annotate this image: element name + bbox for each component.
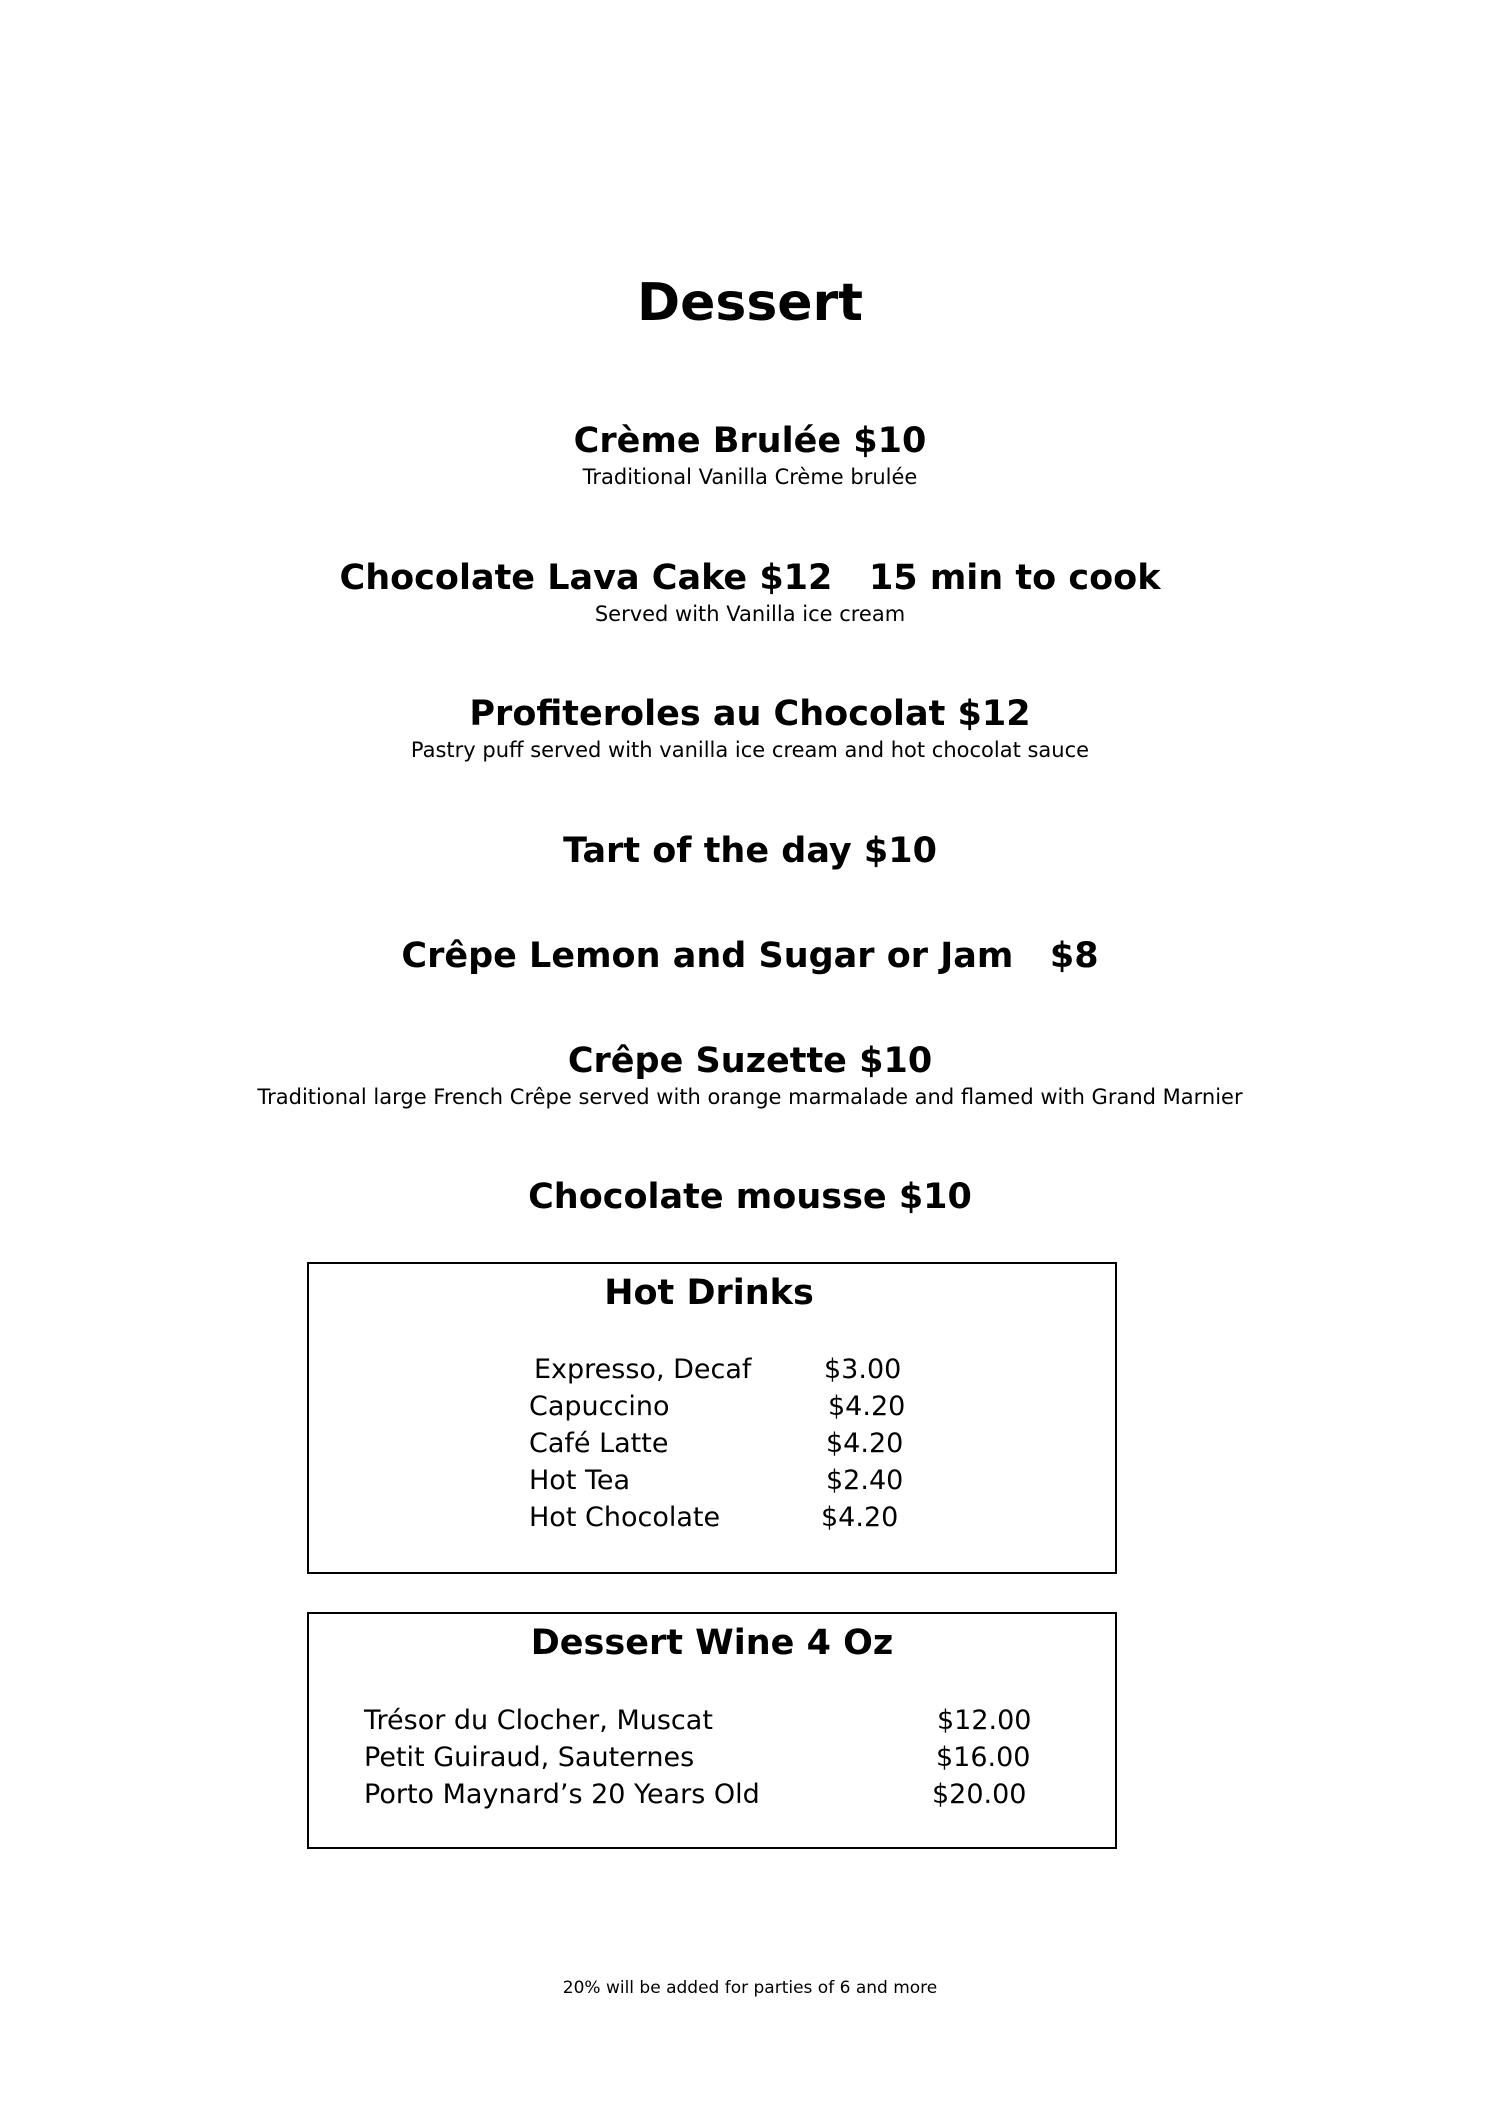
dessert-item (0, 935, 1500, 977)
dessert-name: Crêpe Suzette $10 (567, 1041, 933, 1081)
dessert-name: Chocolate Lava Cake $12 15 min to cook (339, 558, 1161, 598)
dessert-item (0, 557, 1500, 628)
dessert-description: Pastry puff served with vanilla ice cream and hot chocolat sauce (410, 738, 1090, 762)
dessert-description: Served with Vanilla ice cream (594, 602, 906, 626)
footer-note: 20% will be added for parties of 6 and more (562, 1978, 938, 1998)
dessert-wine-name: Porto Maynard’s 20 Years Old (364, 1779, 760, 1810)
hot-drink-name: Expresso, Decaf (534, 1354, 752, 1385)
dessert-item (0, 1040, 1500, 1111)
dessert-name: Crème Brulée $10 (573, 421, 927, 461)
hot-drink-price: $2.40 (826, 1465, 904, 1496)
page-title: Dessert (636, 273, 864, 333)
dessert-wine-name: Petit Guiraud, Sauternes (364, 1742, 695, 1773)
hot-drink-price: $4.20 (821, 1502, 899, 1533)
dessert-name: Crêpe Lemon and Sugar or Jam $8 (401, 936, 1099, 976)
dessert-item (0, 693, 1500, 764)
dessert-description: Traditional Vanilla Crème brulée (582, 465, 918, 489)
hot-drink-name: Hot Tea (529, 1465, 631, 1496)
hot-drink-price: $3.00 (824, 1354, 902, 1385)
dessert-description: Traditional large French Crêpe served with orange marmalade and flamed with Grand Marnier (257, 1085, 1243, 1109)
hot-drink-price: $4.20 (826, 1428, 904, 1459)
dessert-item (0, 420, 1500, 491)
dessert-name: Chocolate mousse $10 (528, 1177, 972, 1217)
dessert-name: Profiteroles au Chocolat $12 (469, 694, 1031, 734)
hot-drink-price: $4.20 (828, 1391, 906, 1422)
dessert-name: Tart of the day $10 (563, 831, 937, 871)
dessert-wine-box (307, 1612, 1117, 1849)
hot-drink-name: Café Latte (529, 1428, 669, 1459)
hot-drinks-box (307, 1262, 1117, 1574)
dessert-item (0, 1176, 1500, 1218)
dessert-wine-name: Trésor du Clocher, Muscat (364, 1705, 713, 1736)
hot-drinks-title: Hot Drinks (604, 1273, 814, 1313)
dessert-wine-price: $12.00 (937, 1705, 1032, 1736)
dessert-wine-price: $16.00 (936, 1742, 1031, 1773)
hot-drink-name: Hot Chocolate (529, 1502, 721, 1533)
hot-drink-name: Capuccino (529, 1391, 670, 1422)
dessert-wine-price: $20.00 (932, 1779, 1027, 1810)
dessert-item (0, 830, 1500, 872)
dessert-wine-title: Dessert Wine 4 Oz (530, 1623, 894, 1663)
